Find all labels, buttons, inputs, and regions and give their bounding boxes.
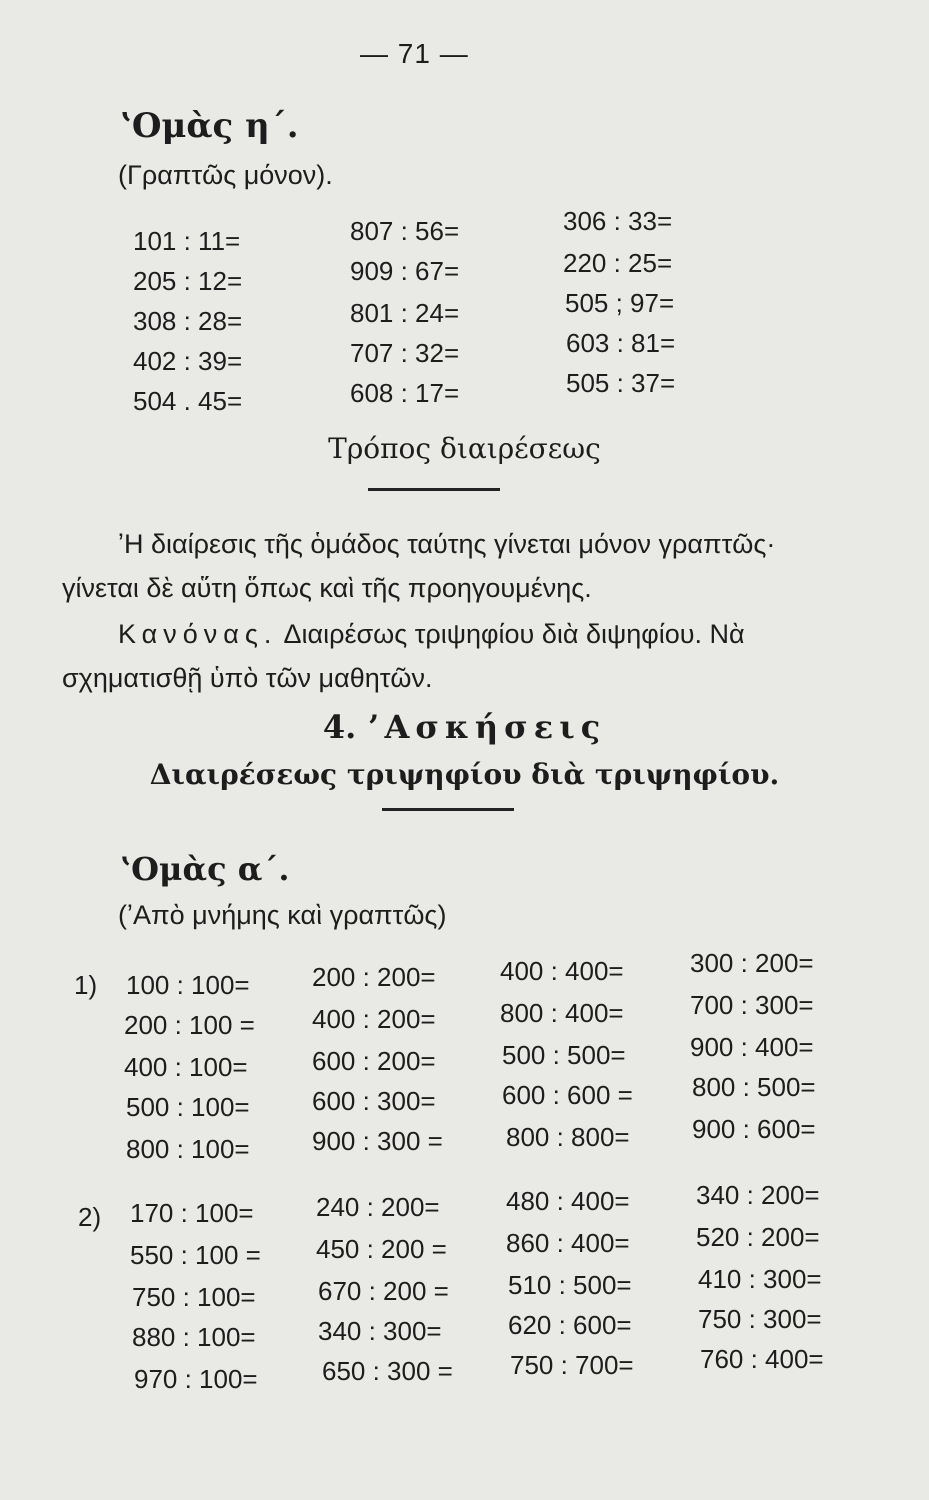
exercise: 900 : 300 =	[312, 1126, 443, 1156]
exercise: 608 : 17=	[350, 378, 460, 408]
exercise: 800 : 500=	[692, 1072, 816, 1102]
exercise: 500 : 500=	[502, 1040, 626, 1070]
exercise: 220 : 25=	[563, 248, 673, 278]
section-subtitle: Διαιρέσεως τριψηφίου διὰ τριψηφίου.	[149, 758, 780, 791]
exercise: 750 : 700=	[510, 1350, 634, 1380]
exercise: 860 : 400=	[506, 1228, 630, 1258]
exercise: 205 : 12=	[133, 266, 243, 296]
group-eta-note: (Γραπτῶς μόνον).	[118, 160, 333, 190]
section-number: 4.	[322, 708, 357, 746]
exercise: 410 : 300=	[698, 1264, 822, 1294]
exercise: 500 : 100=	[126, 1092, 250, 1122]
exercise: 600 : 300=	[312, 1086, 436, 1116]
method-paragraph: ʼΗ διαίρεσις τῆς ὁμάδος ταύτης γίνεται μόνον γραπτῶς· γίνεται δὲ αὕτη ὅπως καὶ τῆς προηγουμένης.	[62, 529, 776, 603]
exercise: 670 : 200 =	[318, 1276, 449, 1306]
exercise: 909 : 67=	[350, 256, 460, 286]
exercise: 450 : 200 =	[316, 1234, 447, 1264]
exercise: 480 : 400=	[506, 1186, 630, 1216]
exercise: 240 : 200=	[316, 1192, 440, 1222]
exercise: 620 : 600=	[508, 1310, 632, 1340]
exercise: 101 : 11=	[133, 226, 241, 256]
exercise: 510 : 500=	[508, 1270, 632, 1300]
rule-text: Διαιρέσως τριψηφίου διὰ διψηφίου. Νὰ σχηματισθῇ ὑπὸ τῶν μαθητῶν.	[62, 619, 745, 693]
exercise: 505 ; 97=	[565, 288, 675, 318]
exercise: 504 . 45=	[133, 386, 243, 416]
exercise: 900 : 400=	[690, 1032, 814, 1062]
exercise: 807 : 56=	[350, 216, 460, 246]
exercise: 800 : 100=	[126, 1134, 250, 1164]
exercise: 800 : 400=	[500, 998, 624, 1028]
exercise: 402 : 39=	[133, 346, 243, 376]
group-alpha-title: ʽΟμὰς α΄.	[120, 850, 290, 888]
exercise: 505 : 37=	[566, 368, 676, 398]
exercise: 970 : 100=	[134, 1364, 258, 1394]
exercise: 550 : 100 =	[130, 1240, 261, 1270]
exercise: 520 : 200=	[696, 1222, 820, 1252]
exercise: 750 : 300=	[698, 1304, 822, 1334]
divider	[368, 488, 500, 491]
exercise: 200 : 200=	[312, 962, 436, 992]
exercise: 100 : 100=	[126, 970, 250, 1000]
exercise: 200 : 100 =	[124, 1010, 255, 1040]
exercise: 300 : 200=	[690, 948, 814, 978]
exercise: 400 : 200=	[312, 1004, 436, 1034]
exercise: 700 : 300=	[690, 990, 814, 1020]
exercise: 600 : 600 =	[502, 1080, 633, 1110]
exercise: 400 : 400=	[500, 956, 624, 986]
group-eta-title: ʽΟμὰς η΄.	[120, 106, 299, 146]
exercise: 603 : 81=	[566, 328, 676, 358]
exercise: 650 : 300 =	[322, 1356, 453, 1386]
group-alpha-note: (ʼΑπὸ μνήμης καὶ γραπτῶς)	[118, 900, 447, 930]
method-title: Τρόπος διαιρέσεως	[328, 432, 601, 465]
rule-paragraph	[62, 612, 842, 700]
rule-label: Κανόνας.	[118, 619, 278, 649]
exercise: 308 : 28=	[133, 306, 243, 336]
exercise: 306 : 33=	[563, 206, 673, 236]
exercise: 170 : 100=	[130, 1198, 254, 1228]
exercise: 707 : 32=	[350, 338, 460, 368]
exercise: 800 : 800=	[506, 1122, 630, 1152]
set-label: 1)	[74, 970, 98, 1000]
exercise: 900 : 600=	[692, 1114, 816, 1144]
section-title: ʼΑσκήσεις	[367, 708, 607, 746]
exercise: 340 : 200=	[696, 1180, 820, 1210]
exercise: 400 : 100=	[124, 1052, 248, 1082]
exercise: 880 : 100=	[132, 1322, 256, 1352]
exercise: 750 : 100=	[132, 1282, 256, 1312]
exercise: 340 : 300=	[318, 1316, 442, 1346]
page-number: — 71 —	[360, 38, 469, 69]
exercise: 801 : 24=	[350, 298, 460, 328]
exercise: 760 : 400=	[700, 1344, 824, 1374]
section-heading	[0, 708, 929, 746]
set-label: 2)	[78, 1202, 102, 1232]
exercise: 600 : 200=	[312, 1046, 436, 1076]
divider	[382, 808, 514, 811]
